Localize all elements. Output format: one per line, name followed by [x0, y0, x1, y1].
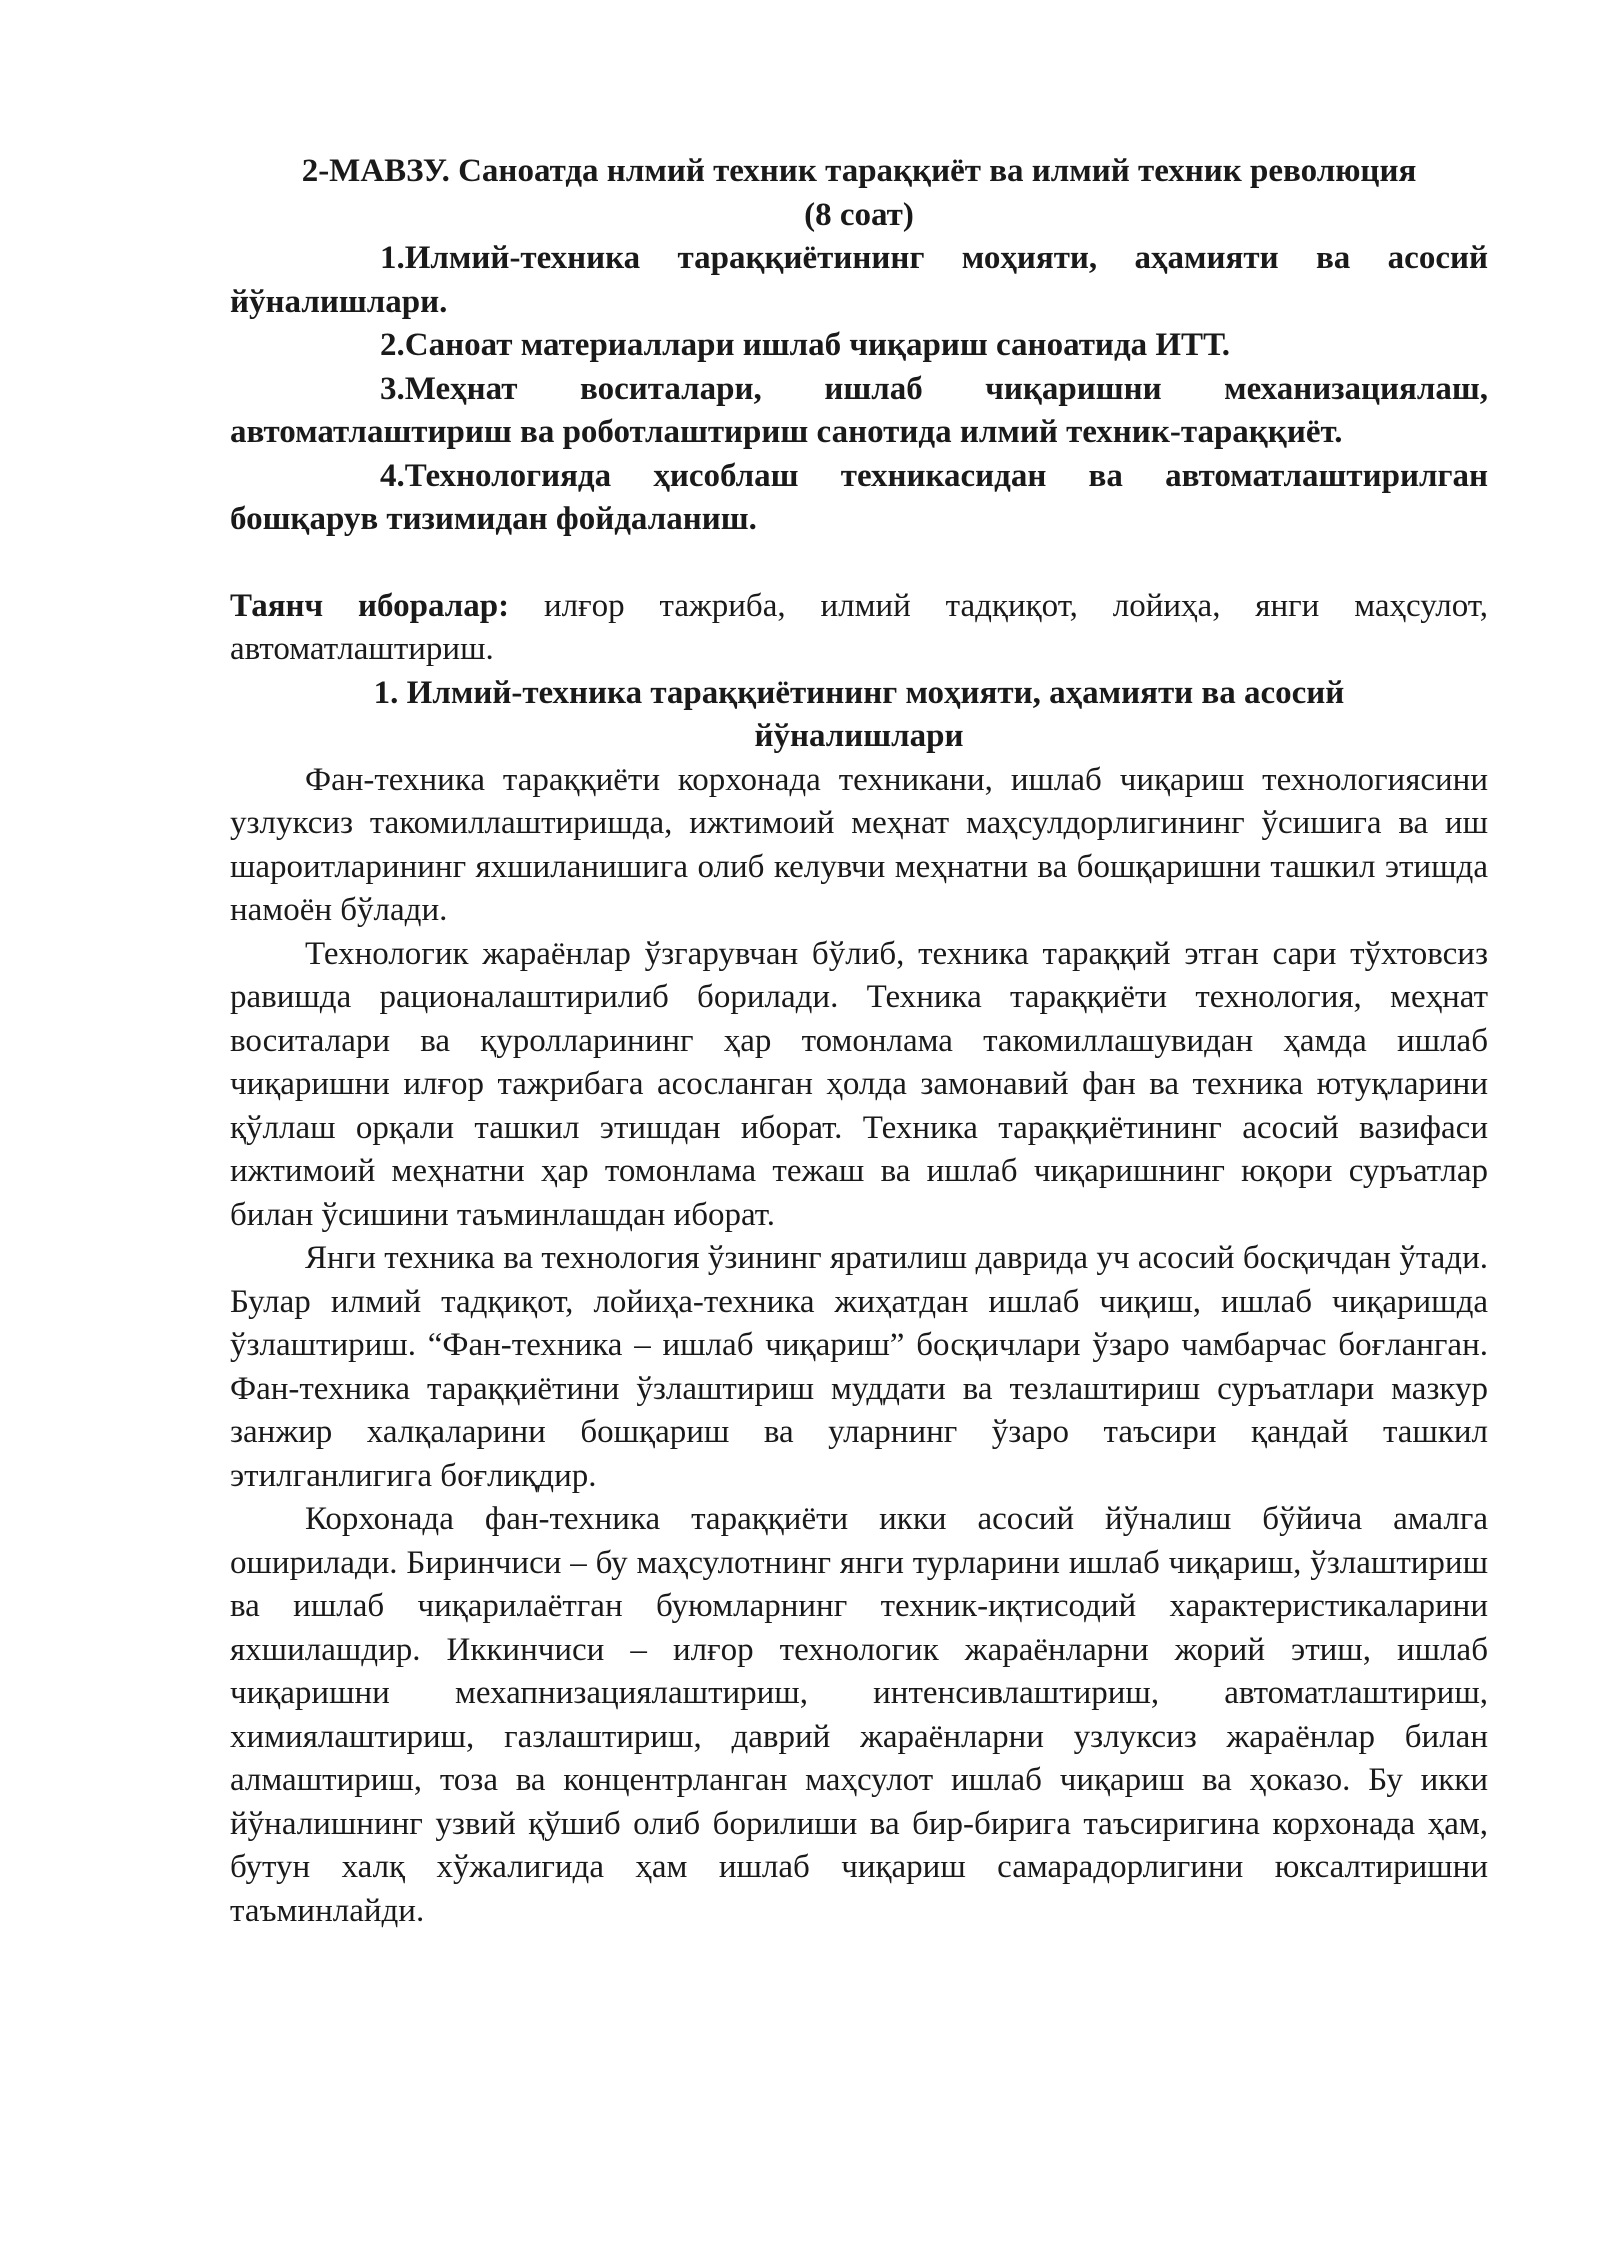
topic-plan-list — [230, 237, 1488, 542]
plan-item-text: Илмий-техника тараққиётининг моҳияти, аҳамияти ва асосий йўналишлари. — [230, 240, 1488, 320]
plan-item-number: 3. — [380, 370, 405, 407]
plan-item-text: Саноат материаллари ишлаб чиқариш саноатида ИТТ. — [404, 327, 1231, 363]
body-paragraph: Фан-техника тараққиёти корхонада техникани, ишлаб чиқариш технологиясини узлуксиз такомиллаштиришда, ижтимоий меҳнат маҳсулдорлигининг ўсишига ва иш шароитларининг яхшиланишига олиб келувчи меҳнатни ва бошқаришни ташкил этишда намоён бўлади. — [230, 761, 1488, 928]
document-page — [230, 150, 1488, 1933]
topic-title: 2-МАВЗУ. Саноатда нлмий техник тараққиёт ва илмий техник революция (8 соат) — [301, 153, 1417, 233]
section-heading: 1. Илмий-техника тараққиётининг моҳияти, аҳамияти ва асосий йўналишлари — [373, 674, 1345, 754]
body-paragraph: Корхонада фан-техника тараққиёти икки асосий йўналиш бўйича амалга оширилади. Биринчиси – бу маҳсулотнинг янги турларини ишлаб чиқариш, ўзлаштириш ва ишлаб чиқарилаётган буюмларнинг техник-иқтисодий характеристикаларини яхшилашдир. Иккинчиси – илғор технологик жараёнларни жорий этиш, ишлаб чиқаришни мехапнизациялаштириш, интенсивлаштириш, автоматлаштириш, химиялаштириш, газлаштириш, даврий жараёнларни узлуксиз жараёнлар билан алмаштириш, тоза ва концентрланган маҳсулот ишлаб чиқариш ва ҳоказо. Бу икки йўналишнинг узвий қўшиб олиб борилиши ва бир-бирига таъсиригина корхонада ҳам, бутун халқ хўжалигида ҳам ишлаб чиқариш самарадорлигини юксалтиришни таъминлайди. — [230, 1501, 1488, 1929]
body-paragraph: Технологик жараёнлар ўзгарувчан бўлиб, техника тараққий этган сари тўхтовсиз равишда рационалаштирилиб борилади. Техника тараққиёти технология, меҳнат воситалари ва қуролларининг ҳар томонлама такомиллашувидан ҳамда ишлаб чиқаришни илғор тажрибага асосланган ҳолда замонавий фан ва техника ютуқларини қўллаш орқали ташкил этишдан иборат. Техника тараққиётининг асосий вазифаси ижтимоий меҳнатни ҳар томонлама тежаш ва ишлаб чиқаришнинг юқори суръатлар билан ўсишини таъминлашдан иборат. — [230, 935, 1488, 1233]
plan-item-text: Меҳнат воситалари, ишлаб чиқаришни механизациялаш, автоматлаштириш ва роботлаштириш санотида илмий техник-тараққиёт. — [230, 370, 1488, 450]
plan-item — [230, 237, 1488, 324]
plan-item — [230, 368, 1488, 455]
keywords-label: Таянч иборалар: — [230, 587, 510, 624]
blank-line — [230, 542, 1488, 585]
body-paragraph: Янги техника ва технология ўзининг яратилиш даврида уч асосий босқичдан ўтади. Булар илмий тадқиқот, лойиҳа-техника жиҳатдан ишлаб чиқиш, ишлаб чиқаришда ўзлаштириш. “Фан-техника – ишлаб чиқариш” босқичлари ўзаро чамбарчас боғланган. Фан-техника тараққиётини ўзлаштириш муддати ва тезлаштириш суръатлари мазкур занжир халқаларини бошқариш ва уларнинг ўзаро таъсири қандай ташкил этилганлигига боғлиқдир. — [230, 1240, 1488, 1494]
keywords-paragraph — [230, 585, 1488, 672]
plan-item-number: 4. — [380, 457, 405, 494]
plan-item-text: Технологияда ҳисоблаш техникасидан ва автоматлаштирилган бошқарув тизимидан фойдаланиш. — [230, 457, 1488, 537]
plan-item — [230, 455, 1488, 542]
plan-item-number: 1. — [380, 240, 405, 276]
keywords-text: илғор тажриба, илмий тадқиқот, лойиҳа, янги маҳсулот, автоматлаштириш. — [230, 587, 1488, 667]
plan-item — [230, 324, 1488, 368]
plan-item-number: 2. — [380, 327, 405, 363]
